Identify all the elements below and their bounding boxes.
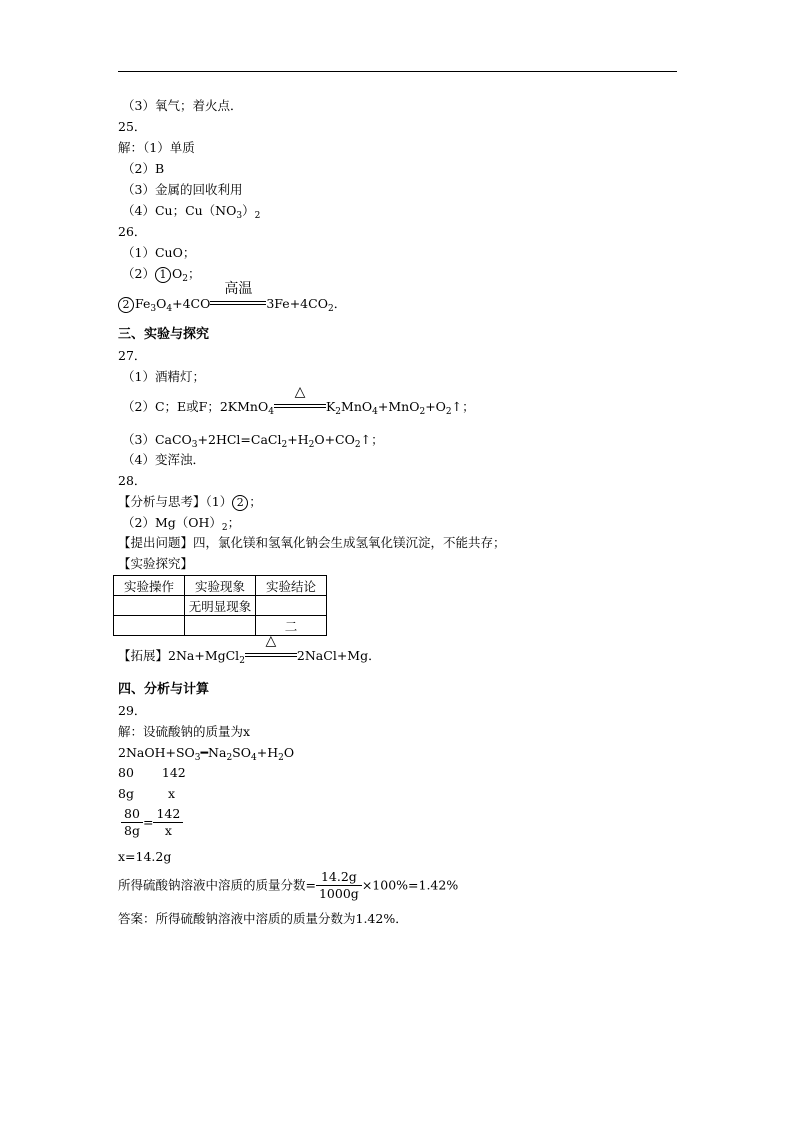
line-q29-4: [118, 786, 175, 802]
text: （4）Cu；Cu（NO: [122, 203, 237, 218]
text: ）: [242, 203, 255, 218]
text: 所得硫酸钠溶液中溶质的质量分数=: [118, 877, 316, 893]
experiment-table: [113, 575, 327, 636]
line-q26-2: [122, 266, 200, 283]
subscript: 2: [327, 304, 334, 314]
text: （2）Mg（OH）: [122, 515, 222, 530]
text: MnO: [341, 399, 373, 414]
table-cell: [114, 616, 185, 636]
reaction-condition: [274, 384, 326, 411]
text: （4）变浑浊．: [122, 452, 205, 467]
table-header-cell: 实验结论: [256, 576, 327, 596]
text: SO: [232, 745, 251, 760]
fraction: [121, 806, 143, 839]
line-q26-3-equation: [118, 281, 347, 314]
line-q29-2-equation: [118, 745, 294, 761]
line-q29-8-answer: [118, 911, 408, 927]
section-heading-4: [118, 682, 209, 698]
subscript: 3: [191, 440, 198, 450]
line-q29-3: [118, 765, 186, 781]
text: 25．: [118, 119, 147, 134]
text: ；: [227, 515, 241, 530]
line-q25-1: [118, 140, 195, 156]
text: 26．: [118, 224, 147, 239]
subscript: 2: [419, 407, 426, 417]
text: 28．: [118, 473, 147, 488]
text: 27．: [118, 348, 147, 363]
text: （2）B: [122, 161, 165, 176]
text: （2）C；E或F；2KMnO: [122, 399, 269, 414]
heat-symbol: △: [265, 633, 277, 649]
question-number-29: [118, 703, 146, 719]
subscript: 2: [308, 440, 315, 450]
text: +H: [256, 745, 279, 760]
text: 2NaCl+Mg．: [296, 648, 381, 663]
subscript: 4: [268, 407, 274, 417]
line-q28-3: [118, 535, 506, 551]
table-cell: 无明显现象: [185, 596, 256, 616]
header-rule: [118, 71, 677, 72]
condition-text: 高温: [224, 281, 253, 297]
table-cell: [185, 616, 256, 636]
subscript: 2: [221, 523, 228, 533]
text: ；: [187, 266, 201, 281]
subscript: 2: [254, 211, 261, 221]
text: =: [142, 814, 154, 830]
subscript: 4: [166, 304, 173, 314]
text: 解：设硫酸钠的质量为x: [118, 724, 251, 739]
text: +H: [287, 432, 309, 447]
line-q25-2: [122, 161, 164, 177]
text: 答案：所得硫酸钠溶液中溶质的质量分数为1.42%．: [118, 911, 408, 926]
subscript: 4: [372, 407, 378, 417]
line-q28-2: [122, 515, 240, 531]
subscript: 3: [194, 753, 201, 763]
text: Fe: [135, 296, 151, 311]
subscript: 2: [354, 440, 361, 450]
table-row: [114, 616, 327, 636]
line-answer-24-3: [122, 98, 242, 114]
fraction: [316, 869, 362, 902]
text: （1）CuO；: [122, 245, 196, 260]
text: ；: [249, 494, 262, 509]
text: 解：（1）单质: [118, 140, 195, 155]
line-q29-5-proportion: [121, 806, 183, 839]
denominator: 1000g: [318, 886, 359, 901]
reaction-condition: [210, 281, 266, 308]
text: 【实验探究】: [118, 556, 194, 571]
text: 80: [118, 765, 134, 780]
double-bar: [210, 301, 266, 305]
text: +MnO: [377, 399, 420, 414]
line-q27-1: [122, 369, 205, 385]
text: 3Fe+4CO: [266, 296, 328, 311]
table-cell: 二: [256, 616, 327, 636]
text: （3）CaCO: [122, 432, 192, 447]
text: （1）酒精灯；: [122, 369, 205, 384]
text: x: [167, 786, 176, 801]
fraction: [153, 806, 183, 839]
subscript: 4: [250, 753, 257, 763]
table-cell: [114, 596, 185, 616]
denominator: 8g: [124, 823, 140, 838]
text: +2HCl=CaCl: [197, 432, 282, 447]
question-number-28: [118, 473, 146, 489]
text: x=14.2g: [118, 849, 172, 864]
line-q28-4: [118, 556, 193, 572]
line-q28-1: [118, 494, 262, 511]
text: 【拓展】2Na+MgCl: [118, 648, 240, 663]
line-q26-1: [122, 245, 195, 261]
subscript: 2: [445, 407, 452, 417]
text: 三、实验与探究: [118, 327, 210, 342]
subscript: 2: [335, 407, 342, 417]
subscript: 2: [226, 753, 233, 763]
text: ↑；: [360, 432, 384, 447]
question-number-27: [118, 348, 146, 364]
table-header-cell: 实验操作: [114, 576, 185, 596]
text: （2）: [122, 266, 155, 281]
text: （3）氧气；着火点．: [122, 98, 243, 113]
question-number-25: [118, 119, 146, 135]
text: 142: [161, 765, 186, 780]
numerator: 80: [121, 806, 143, 823]
circled-number: 1: [155, 267, 171, 283]
text: O: [156, 296, 167, 311]
double-bar: [245, 653, 297, 657]
subscript: 2: [182, 274, 188, 284]
text: K: [325, 399, 336, 414]
text: +4CO: [172, 296, 211, 311]
subscript: 3: [150, 304, 157, 314]
subscript: 2: [278, 753, 284, 763]
text: 2NaOH+SO: [118, 745, 195, 760]
line-q28-5-equation: [118, 633, 381, 666]
heat-symbol: △: [294, 384, 306, 400]
line-q27-2-equation: [122, 384, 475, 417]
table-header-row: [114, 576, 327, 596]
text: 【提出问题】四，氯化镁和氢氧化钠会生成氢氧化镁沉淀，不能共存；: [118, 535, 506, 550]
text: ━Na: [200, 745, 227, 760]
text: ．: [333, 296, 347, 311]
line-q27-4: [122, 452, 205, 468]
text: 8g: [118, 786, 134, 801]
circled-number: 2: [232, 495, 248, 511]
section-heading-3: [118, 327, 209, 343]
numerator: 14.2g: [316, 869, 362, 886]
question-number-26: [118, 224, 146, 240]
line-q25-4: [122, 203, 260, 219]
table-cell: [256, 596, 327, 616]
denominator: x: [164, 823, 172, 838]
text: 【分析与思考】（1）: [118, 494, 233, 509]
line-q25-3: [122, 182, 242, 198]
subscript: 2: [239, 656, 245, 666]
line-q27-3-equation: [122, 432, 384, 448]
text: +O: [425, 399, 446, 414]
text: O: [283, 745, 295, 760]
text: ↑；: [451, 399, 475, 414]
subscript: 2: [281, 440, 288, 450]
text: ×100%=1.42%: [361, 877, 459, 893]
circled-number: 2: [118, 297, 134, 313]
table-row: [114, 596, 327, 616]
text: O+CO: [314, 432, 355, 447]
line-q29-6: [118, 849, 171, 865]
subscript: 3: [236, 211, 243, 221]
table-header-cell: 实验现象: [185, 576, 256, 596]
line-q29-1: [118, 724, 250, 740]
text: O: [171, 266, 183, 281]
line-q29-7: [118, 869, 458, 902]
reaction-condition: [245, 633, 297, 660]
text: 四、分析与计算: [118, 682, 210, 697]
numerator: 142: [153, 806, 183, 823]
text: 29．: [118, 703, 147, 718]
double-bar: [274, 404, 326, 408]
text: （3）金属的回收利用: [122, 182, 243, 197]
